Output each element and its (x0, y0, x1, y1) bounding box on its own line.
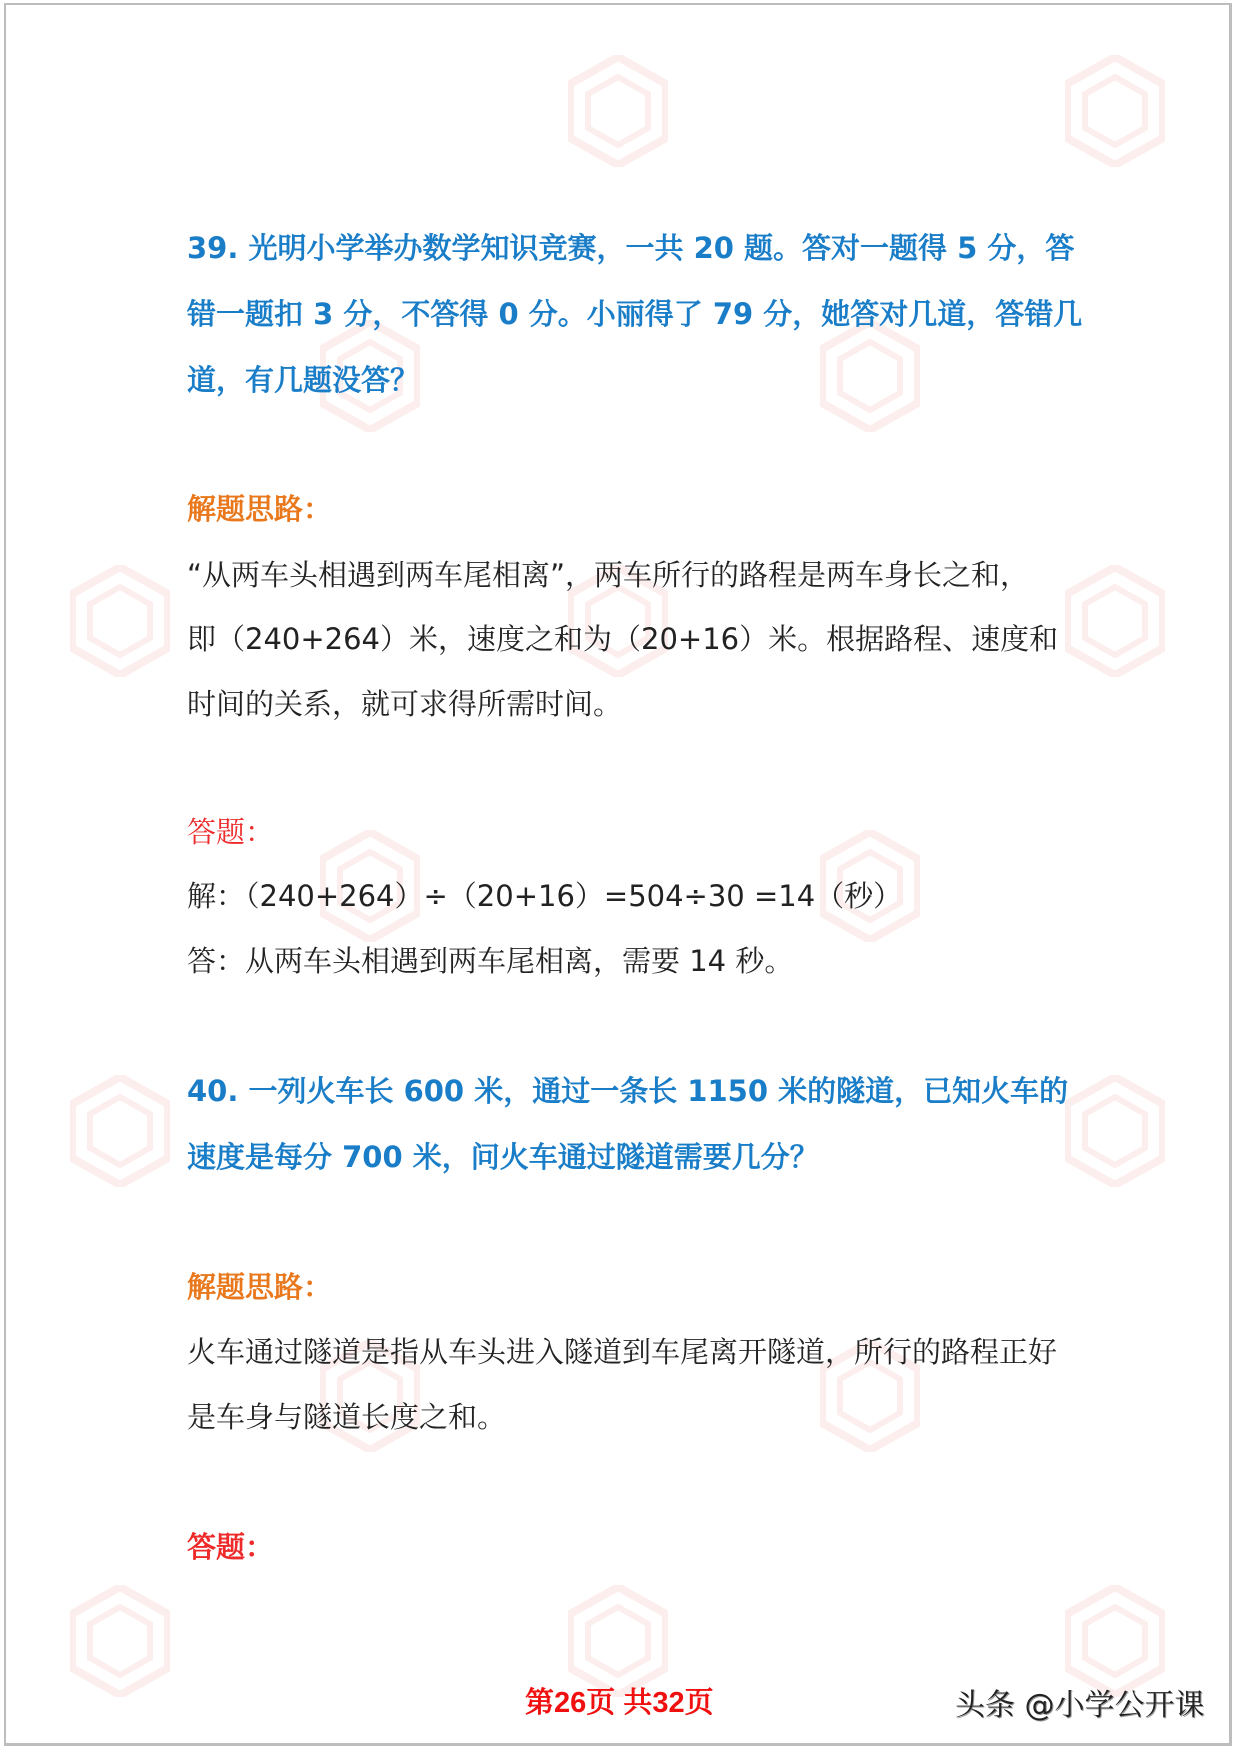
question-text-line: 错一题扣 3 分，不答得 0 分。小丽得了 79 分，她答对几道，答错几 (187, 297, 1083, 331)
answer-text-line: 答：从两车头相遇到两车尾相离，需要 14 秒。 (187, 944, 794, 978)
watermark-logo-icon (70, 565, 170, 677)
watermark-logo-icon (568, 55, 668, 167)
answer-heading: 答题： (187, 815, 275, 849)
watermark-logo-icon (1065, 1075, 1165, 1187)
question-text-line: 39. 光明小学举办数学知识竞赛，一共 20 题。答对一题得 5 分，答 (187, 231, 1075, 265)
watermark-logo-icon (70, 1585, 170, 1697)
watermark-logo-icon (1065, 565, 1165, 677)
idea-text-line: 即（240+264）米，速度之和为（20+16）米。根据路程、速度和 (187, 622, 1059, 656)
idea-heading: 解题思路： (187, 492, 333, 526)
watermark-logo-icon (820, 320, 920, 432)
idea-text-line: 是车身与隧道长度之和。 (187, 1400, 507, 1434)
question-text-line: 速度是每分 700 米，问火车通过隧道需要几分？ (187, 1140, 819, 1174)
page-number: 第26页 共32页 (525, 1687, 714, 1719)
idea-text-line: “从两车头相遇到两车尾相离”，两车所行的路程是两车身长之和， (187, 558, 1030, 592)
answer-text-line: 解：（240+264）÷（20+16）=504÷30 =14（秒） (187, 879, 903, 913)
question-text-line: 40. 一列火车长 600 米，通过一条长 1150 米的隧道，已知火车的 (187, 1074, 1069, 1108)
idea-text-line: 时间的关系，就可求得所需时间。 (187, 687, 623, 721)
question-text-line: 道，有几题没答？ (187, 363, 420, 397)
idea-text-line: 火车通过隧道是指从车头进入隧道到车尾离开隧道，所行的路程正好 (187, 1335, 1058, 1369)
answer-heading: 答题： (187, 1530, 275, 1564)
watermark-logo-icon (1065, 55, 1165, 167)
source-watermark: 头条 @小学公开课 (955, 1688, 1205, 1723)
idea-heading: 解题思路： (187, 1270, 333, 1304)
watermark-logo-icon (70, 1075, 170, 1187)
